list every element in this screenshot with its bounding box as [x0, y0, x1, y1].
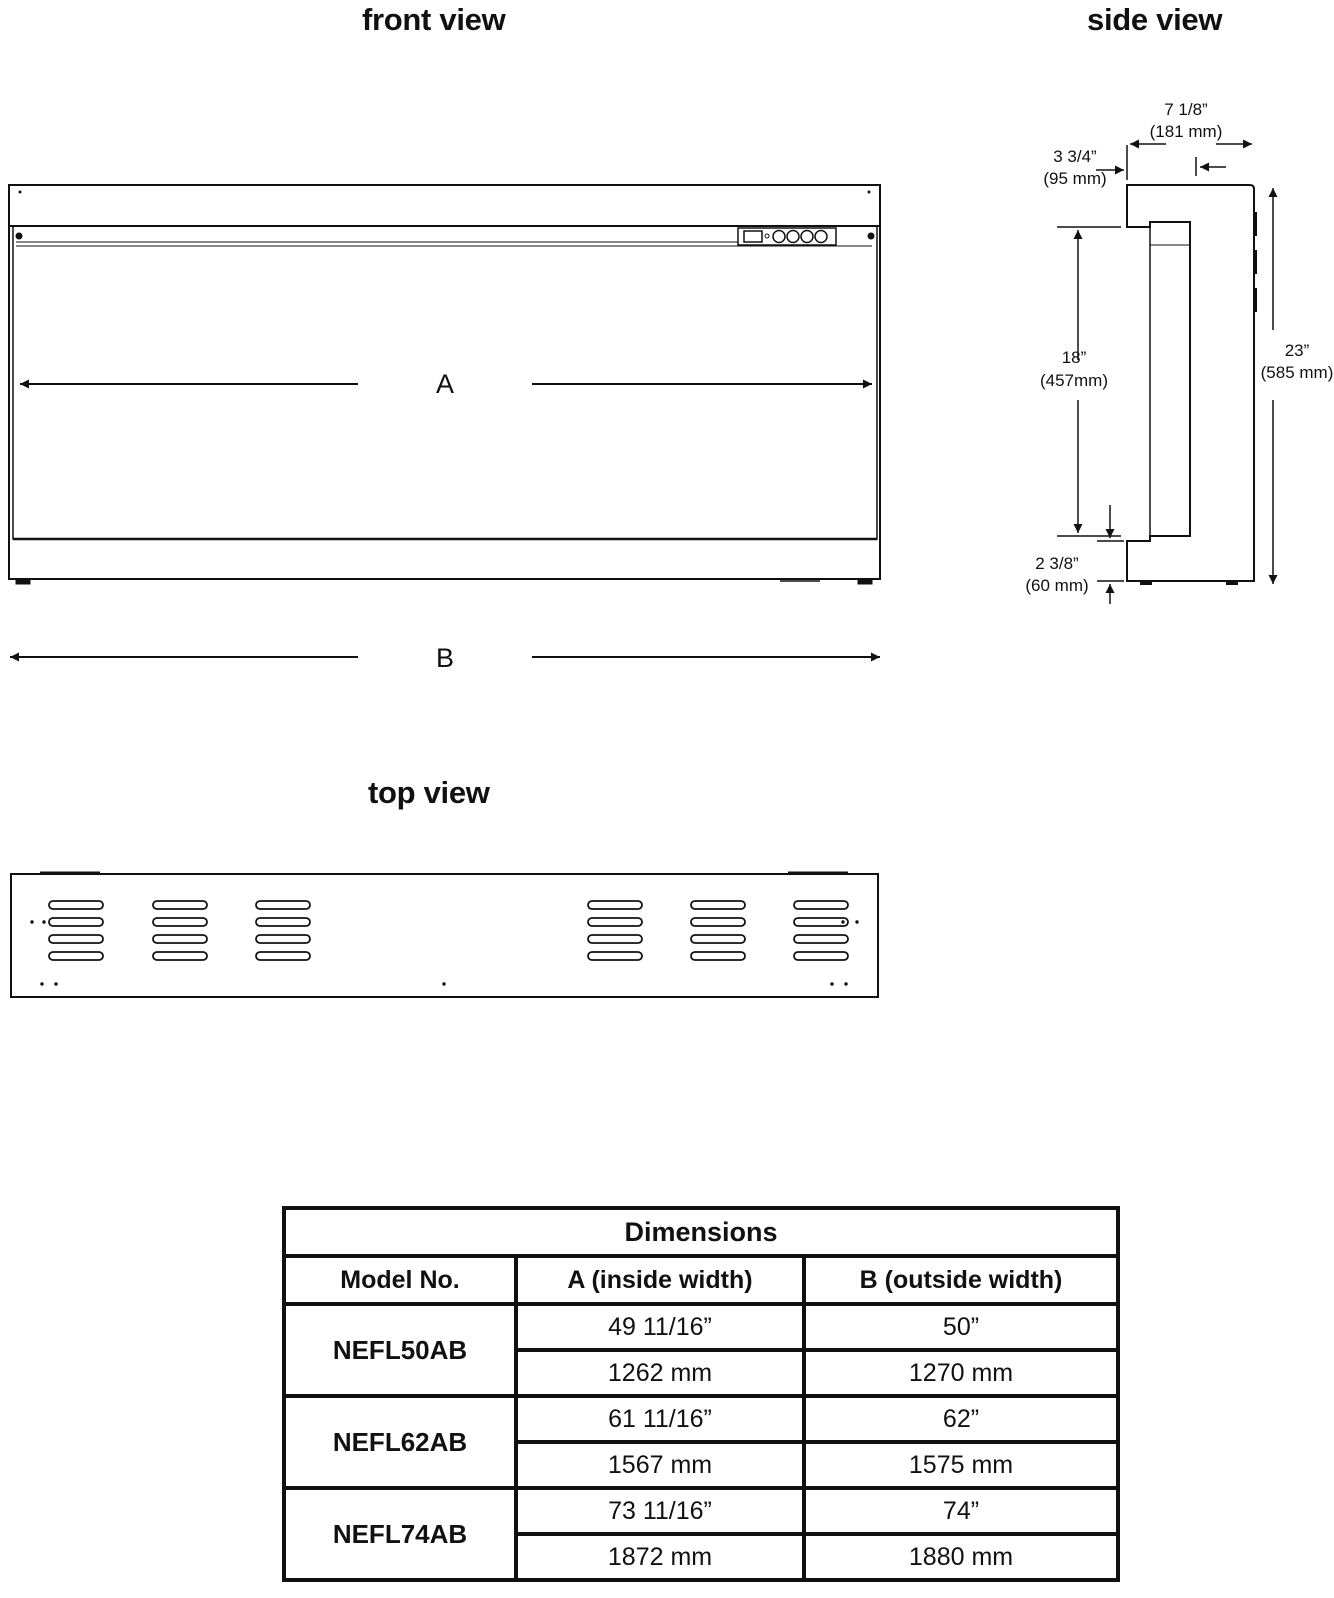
- dimension-b-label: B: [435, 643, 455, 673]
- vent-louver-icon: [153, 952, 207, 960]
- a-inches-cell: 73 11/16”: [516, 1488, 804, 1534]
- bottom-mm: (60 mm): [1025, 576, 1089, 595]
- depth-mm: (181 mm): [1149, 122, 1223, 141]
- vent-louver-icon: [256, 918, 310, 926]
- side-view-drawing: [1127, 185, 1257, 585]
- table-header-row: [284, 1256, 1118, 1304]
- model-cell: NEFL50AB: [284, 1304, 516, 1396]
- vent-louver-icon: [153, 901, 207, 909]
- a-inches-cell: 61 11/16”: [516, 1396, 804, 1442]
- bottom-inches: 2 3/8”: [1035, 554, 1079, 573]
- depth-inches: 7 1/8”: [1164, 100, 1208, 119]
- foot-icon: [1140, 581, 1152, 585]
- vent-louver-icon: [691, 901, 745, 909]
- vent-louver-icon: [794, 935, 848, 943]
- screw-icon: [16, 233, 22, 239]
- b-inches-cell: 74”: [804, 1488, 1118, 1534]
- vent-louver-icon: [691, 952, 745, 960]
- top-mm: (95 mm): [1043, 169, 1107, 188]
- vent-louver-icon: [49, 952, 103, 960]
- vent-louver-icon: [794, 901, 848, 909]
- vent-louver-icon: [588, 918, 642, 926]
- foot-icon: [16, 579, 30, 584]
- vent-louver-icon: [588, 952, 642, 960]
- foot-icon: [858, 579, 872, 584]
- model-cell: NEFL62AB: [284, 1396, 516, 1488]
- opening-inches: 18”: [1061, 348, 1087, 367]
- vent-louver-icon: [691, 918, 745, 926]
- b-mm-cell: 1880 mm: [804, 1534, 1118, 1580]
- control-panel-icon: [738, 228, 836, 245]
- foot-icon: [1226, 581, 1238, 585]
- header-a: A (inside width): [516, 1256, 804, 1304]
- dot-icon: [868, 191, 870, 193]
- b-inches-cell: 50”: [804, 1304, 1118, 1350]
- dot-icon: [19, 191, 21, 193]
- vent-louver-icon: [256, 901, 310, 909]
- table-row: [284, 1304, 1118, 1350]
- a-inches-cell: 49 11/16”: [516, 1304, 804, 1350]
- vent-louver-icon: [588, 901, 642, 909]
- vent-louver-icon: [794, 918, 848, 926]
- dimension-a-label: A: [435, 369, 455, 399]
- vent-louver-icon: [49, 935, 103, 943]
- front-view-title: front view: [362, 2, 506, 37]
- vent-louver-icon: [588, 935, 642, 943]
- vent-louver-icon: [691, 935, 745, 943]
- side-profile: [1127, 185, 1254, 581]
- opening-mm: (457mm): [1039, 371, 1109, 390]
- top-view-title: top view: [368, 775, 490, 810]
- vent-louver-icon: [256, 952, 310, 960]
- vent-louver-icon: [153, 918, 207, 926]
- vent-louver-icon: [49, 901, 103, 909]
- model-cell: NEFL74AB: [284, 1488, 516, 1580]
- header-b: B (outside width): [804, 1256, 1118, 1304]
- vent-louver-icon: [256, 935, 310, 943]
- a-mm-cell: 1262 mm: [516, 1350, 804, 1396]
- height-inches: 23”: [1284, 341, 1310, 360]
- vent-louver-icon: [49, 918, 103, 926]
- table-row: [284, 1488, 1118, 1534]
- vent-louver-icon: [794, 952, 848, 960]
- b-inches-cell: 62”: [804, 1396, 1118, 1442]
- a-mm-cell: 1872 mm: [516, 1534, 804, 1580]
- b-mm-cell: 1270 mm: [804, 1350, 1118, 1396]
- table-row: [284, 1396, 1118, 1442]
- b-mm-cell: 1575 mm: [804, 1442, 1118, 1488]
- side-view-title: side view: [1087, 2, 1223, 37]
- vent-louver-icon: [153, 935, 207, 943]
- a-mm-cell: 1567 mm: [516, 1442, 804, 1488]
- dimensions-table: [282, 1206, 1120, 1582]
- vent-louvers: [49, 901, 848, 960]
- height-mm: (585 mm): [1260, 363, 1334, 382]
- screw-icon: [868, 233, 874, 239]
- top-outer-frame: [11, 874, 878, 997]
- top-view-drawing: [11, 873, 878, 997]
- top-inches: 3 3/4”: [1053, 147, 1097, 166]
- header-model: Model No.: [284, 1256, 516, 1304]
- table-caption: Dimensions: [284, 1208, 1118, 1256]
